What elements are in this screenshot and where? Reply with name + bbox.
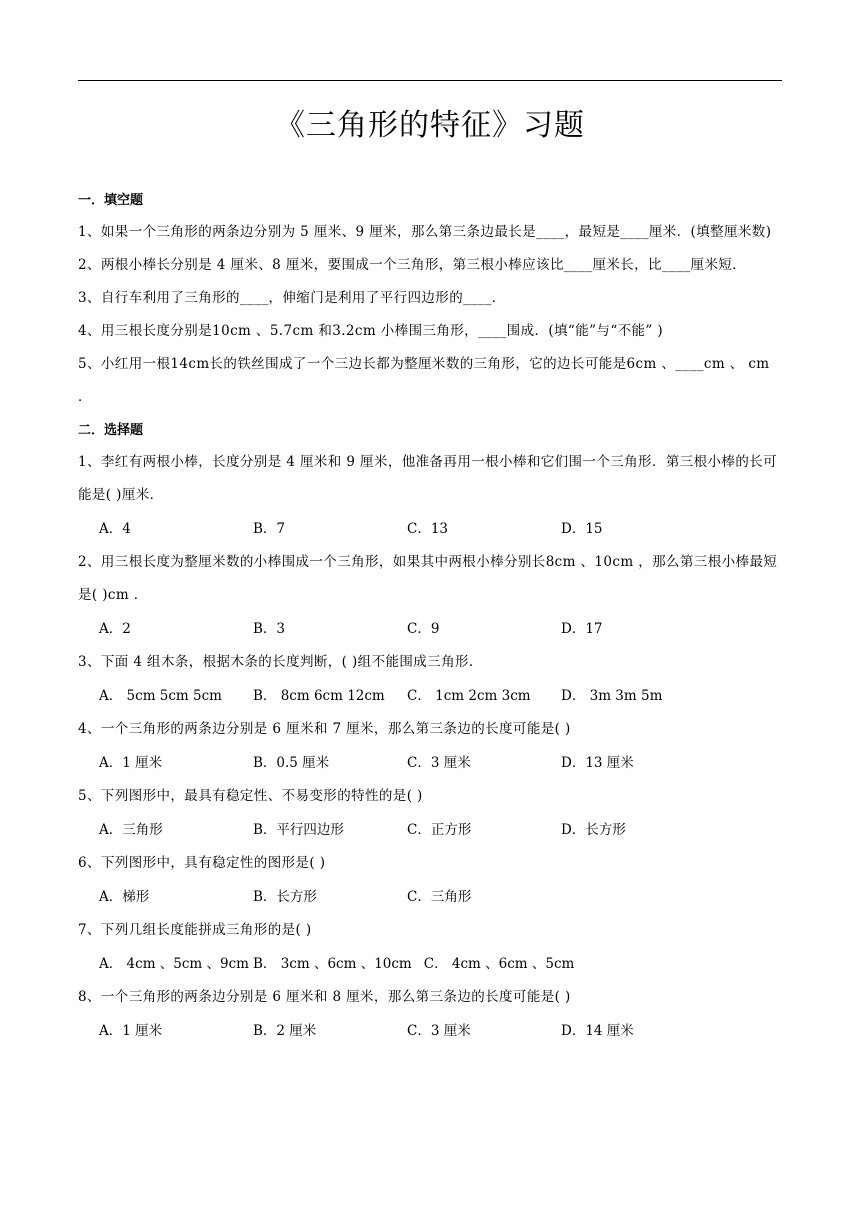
option-b: B．0.5 厘米 <box>253 755 330 771</box>
choice-options-5 <box>78 813 784 847</box>
option-c: C． 4cm 、6cm 、5cm <box>423 956 575 972</box>
document-title: 《三角形的特征》习题 <box>275 108 585 143</box>
section-heading-fill: 一．填空题 <box>78 193 144 208</box>
option-c: C．3 厘米 <box>407 1023 471 1039</box>
choice-question-3: 3、下面 4 组木条，根据木条的长度判断，( )组不能围成三角形． <box>78 654 483 670</box>
option-d: D．15 <box>561 521 603 537</box>
choice-options-2 <box>78 612 784 646</box>
option-b: B．3 <box>253 621 286 637</box>
option-d: D．17 <box>561 621 603 637</box>
option-b: B． 3cm 、6cm 、10cm <box>253 956 412 972</box>
option-a: A．三角形 <box>99 822 163 838</box>
option-c: C．正方形 <box>407 822 472 838</box>
fill-question-3: 3、自行车利用了三角形的____，伸缩门是利用了平行四边形的____． <box>78 290 506 306</box>
option-d: D． 3m 3m 5m <box>561 688 663 704</box>
document-body <box>78 186 784 1048</box>
choice-options-8 <box>78 1014 784 1048</box>
fill-question-5: 5、小红用一根14cm长的铁丝围成了一个三边长都为整厘米数的三角形，它的边长可能是6cm 、____cm 、 cm ． <box>78 356 770 405</box>
fill-question-4: 4、用三根长度分别是10cm 、5.7cm 和3.2cm 小棒围三角形，____围成．(填“能”与“不能” ) <box>78 323 664 339</box>
section-heading-choice: 二．选择题 <box>78 423 144 438</box>
option-b: B．2 厘米 <box>253 1023 317 1039</box>
option-a: A． 5cm 5cm 5cm <box>99 688 222 704</box>
option-c: C．3 厘米 <box>407 755 471 771</box>
header-rule <box>78 80 782 81</box>
choice-question-8: 8、一个三角形的两条边分别是 6 厘米和 8 厘米，那么第三条边的长度可能是( ) <box>78 989 571 1005</box>
option-c: C．9 <box>407 621 440 637</box>
option-d: D．14 厘米 <box>561 1023 634 1039</box>
choice-question-4: 4、一个三角形的两条边分别是 6 厘米和 7 厘米，那么第三条边的长度可能是( ) <box>78 721 571 737</box>
option-a: A．2 <box>99 621 131 637</box>
option-c: C．三角形 <box>407 889 472 905</box>
choice-question-2: 2、用三根长度为整厘米数的小棒围成一个三角形，如果其中两根小棒分别长8cm 、10cm ，那么第三根小棒最短是( )cm ． <box>78 554 778 603</box>
fill-question-1: 1、如果一个三角形的两条边分别为 5 厘米、9 厘米，那么第三条边最长是____，最短是____厘米．(填整厘米数) <box>78 224 772 240</box>
option-a: A． 4cm 、5cm 、9cm <box>99 956 249 972</box>
fill-question-2: 2、两根小棒长分别是 4 厘米、8 厘米，要围成一个三角形，第三根小棒应该比____厘米长，比____厘米短． <box>78 257 747 273</box>
option-a: A．1 厘米 <box>99 1023 163 1039</box>
choice-question-5: 5、下列图形中，最具有稳定性、不易变形的特性的是( ) <box>78 788 423 804</box>
option-b: B． 8cm 6cm 12cm <box>253 688 385 704</box>
option-a: A．1 厘米 <box>99 755 163 771</box>
option-c: C．13 <box>407 521 449 537</box>
choice-options-4 <box>78 746 784 780</box>
choice-question-1: 1、李红有两根小棒，长度分别是 4 厘米和 9 厘米，他准备再用一根小棒和它们围一个三角形．第三根小棒的长可能是( )厘米． <box>78 454 778 503</box>
option-b: B．长方形 <box>253 889 317 905</box>
choice-options-7 <box>78 947 784 981</box>
option-b: B．7 <box>253 521 286 537</box>
choice-question-7: 7、下列几组长度能拼成三角形的是( ) <box>78 922 312 938</box>
option-a: A．梯形 <box>99 889 150 905</box>
choice-question-6: 6、下列图形中，具有稳定性的图形是( ) <box>78 855 326 871</box>
choice-options-1 <box>78 512 784 546</box>
option-a: A．4 <box>99 521 131 537</box>
option-d: D．13 厘米 <box>561 755 634 771</box>
choice-options-3 <box>78 679 784 713</box>
choice-options-6 <box>78 880 784 914</box>
option-c: C． 1cm 2cm 3cm <box>407 688 531 704</box>
option-b: B．平行四边形 <box>253 822 344 838</box>
option-d: D．长方形 <box>561 822 626 838</box>
